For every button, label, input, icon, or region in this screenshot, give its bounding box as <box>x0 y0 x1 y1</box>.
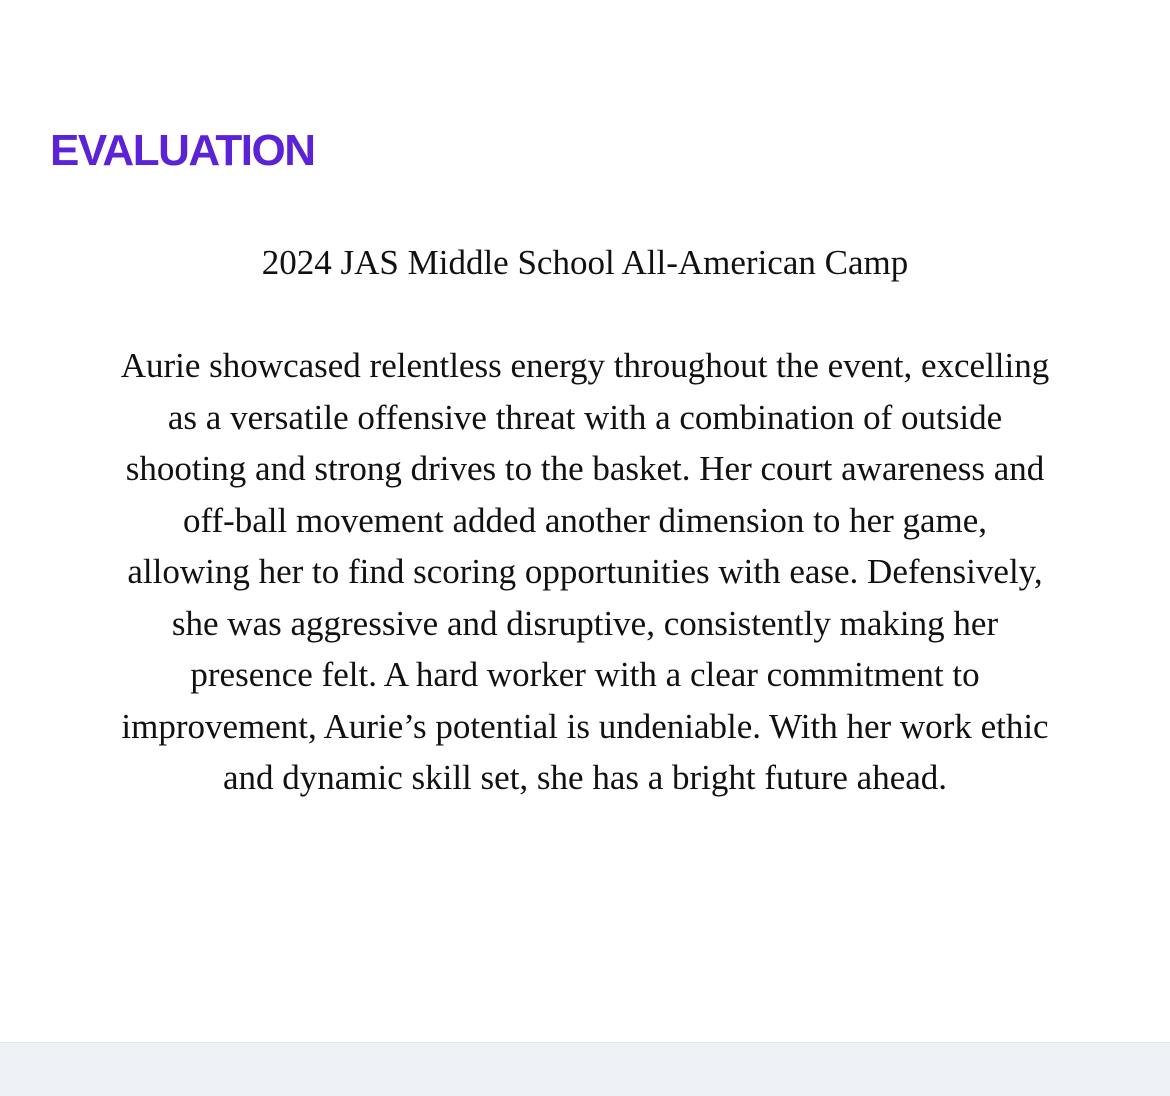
evaluation-line: as a versatile offensive threat with a combination of outside <box>167 397 1003 437</box>
evaluation-line: and dynamic skill set, she has a bright future ahead. <box>222 758 948 797</box>
evaluation-line: allowing her to find scoring opportunities with ease. Defensively, <box>127 552 1043 591</box>
footer-bar <box>0 1042 1170 1096</box>
evaluation-line: improvement, Aurie’s potential is undeniable. With her work ethic <box>121 706 1049 746</box>
evaluation-line: shooting and strong drives to the basket. Her court awareness and <box>125 449 1045 488</box>
event-title: 2024 JAS Middle School All-American Camp <box>261 243 909 282</box>
evaluation-line: presence felt. A hard worker with a clear commitment to <box>190 655 980 694</box>
evaluation-line: off-ball movement added another dimension to her game, <box>182 500 988 540</box>
evaluation-line: she was aggressive and disruptive, consistently making her <box>171 603 999 643</box>
section-heading: EVALUATION <box>50 126 315 175</box>
evaluation-text <box>0 340 1170 804</box>
evaluation-line: Aurie showcased relentless energy throughout the event, excelling <box>120 346 1050 385</box>
